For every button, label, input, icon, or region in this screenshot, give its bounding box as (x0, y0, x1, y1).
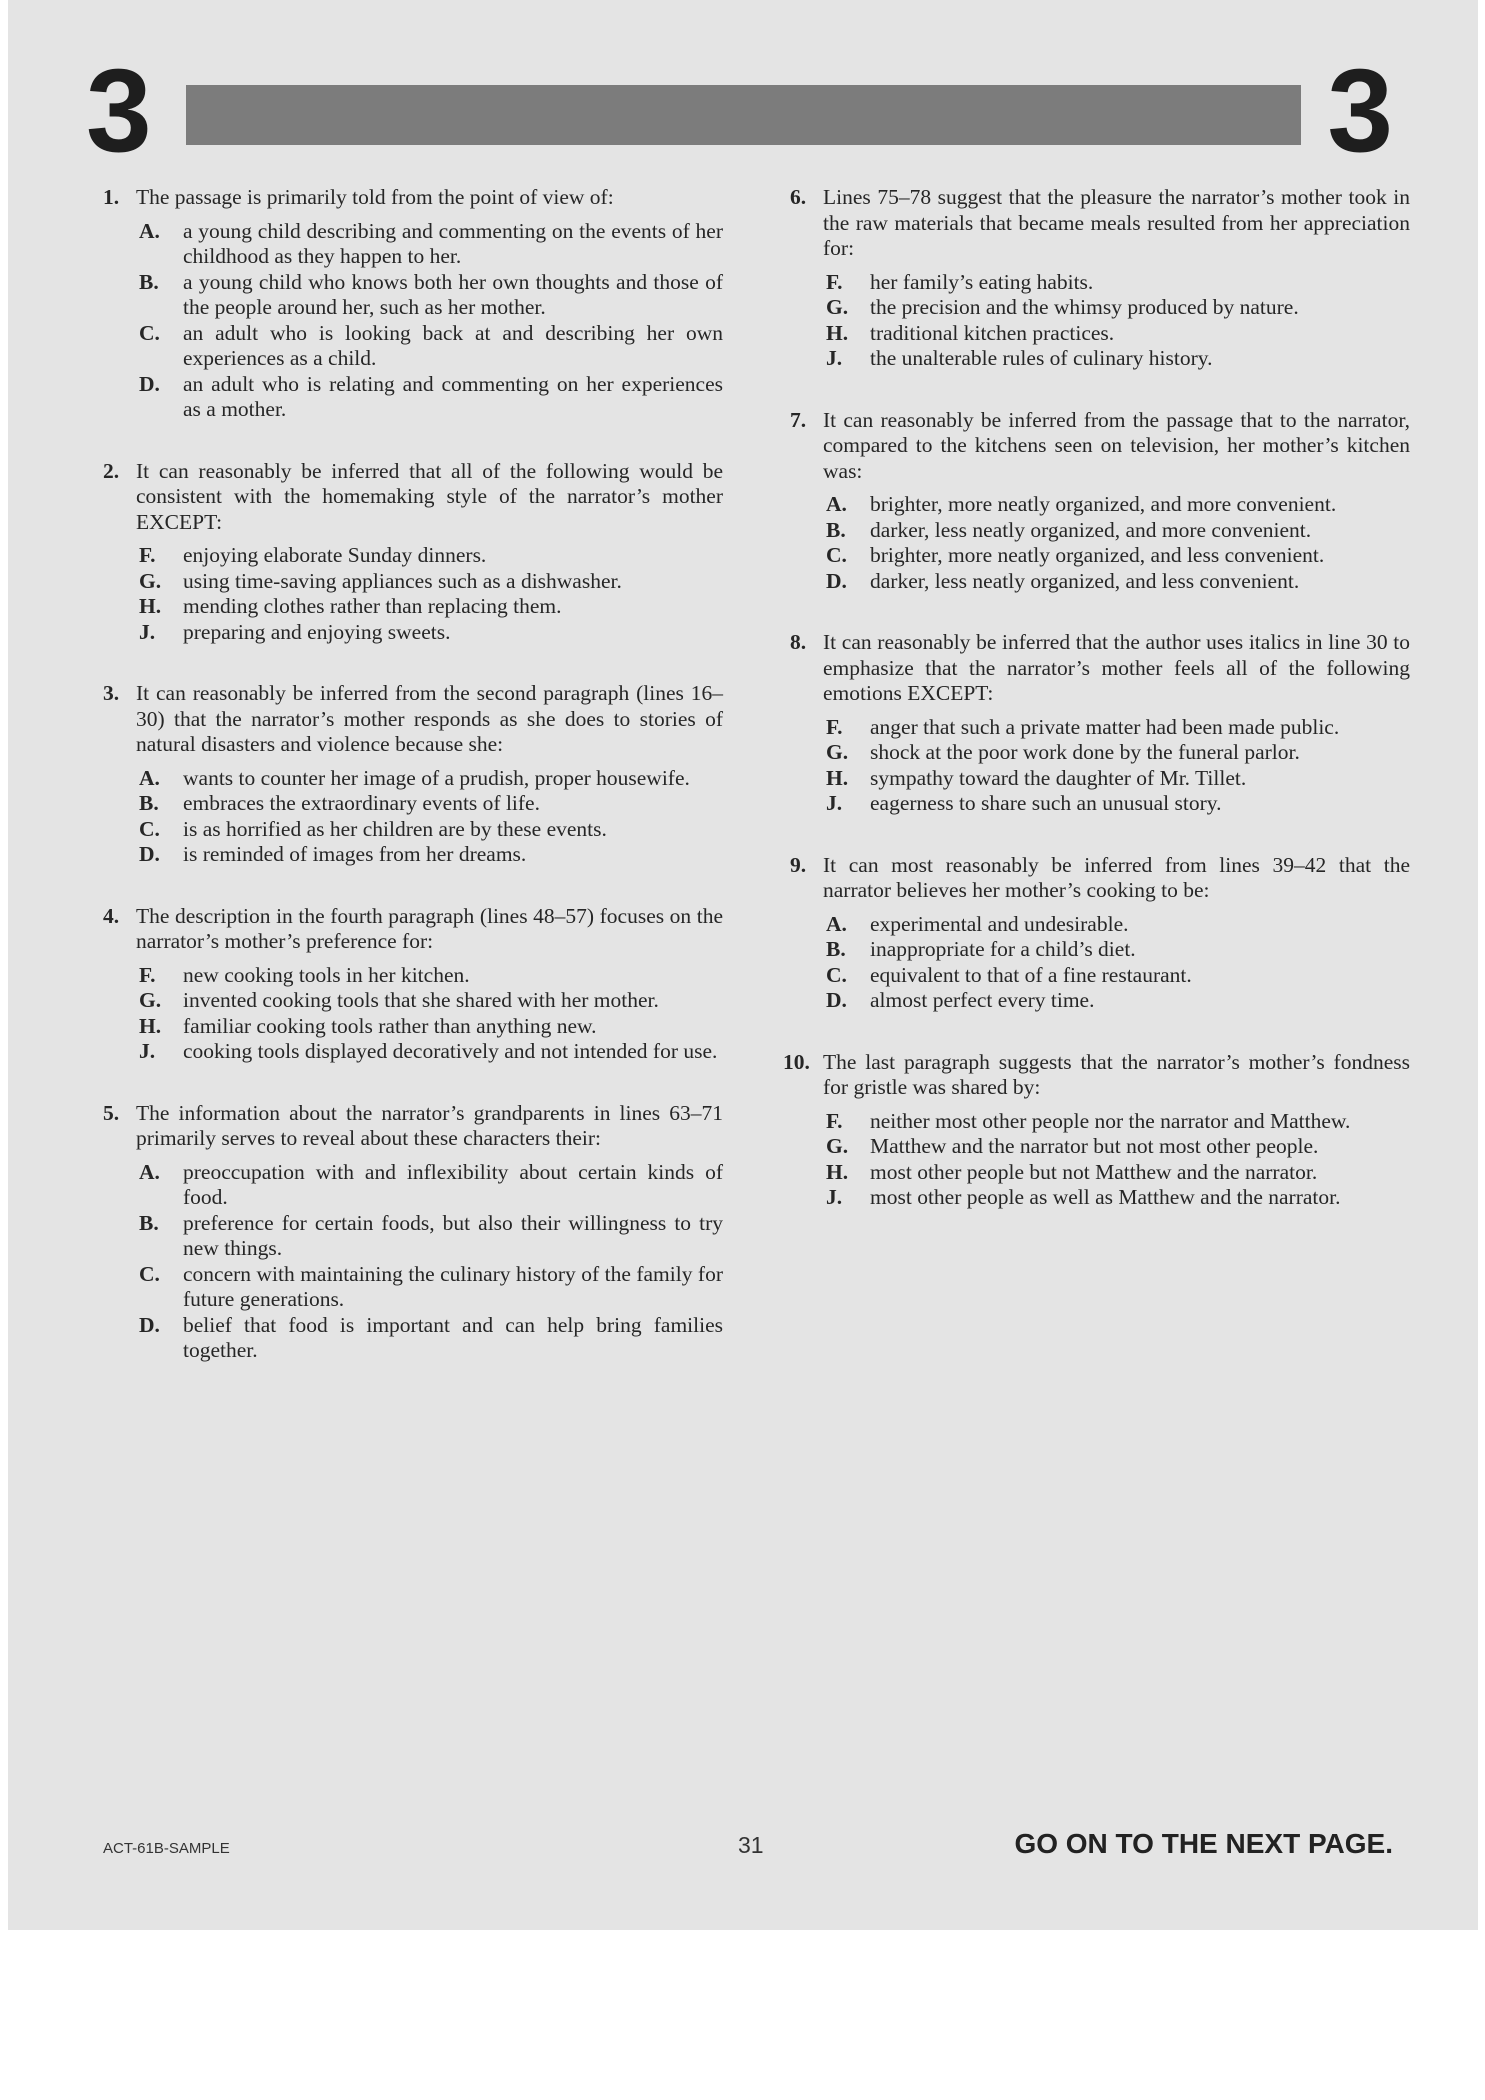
question-item (790, 630, 1410, 817)
question-text: It can reasonably be inferred that all of the following would be consistent with the homemaking style of the narrator’s mother EXCEPT: (136, 458, 723, 534)
option-letter: J. (139, 1039, 156, 1063)
answer-option (139, 791, 723, 817)
option-text: equivalent to that of a fine restaurant. (870, 962, 1192, 987)
test-page (8, 0, 1478, 1930)
answer-option (826, 1185, 1410, 1211)
section-number-left: 3 (86, 45, 152, 177)
option-letter: H. (826, 765, 849, 790)
option-letter: D. (139, 842, 160, 866)
question-item (103, 904, 723, 1065)
option-letter: B. (139, 791, 159, 815)
option-letter: G. (826, 740, 849, 764)
option-letter: C. (826, 962, 847, 987)
option-text: shock at the poor work done by the funeral parlor. (870, 740, 1300, 764)
answer-option (139, 569, 723, 595)
question-text: It can most reasonably be inferred from lines 39–42 that the narrator believes her mother’s cooking to be: (823, 852, 1410, 902)
answer-option (139, 594, 723, 620)
option-text: is as horrified as her children are by these events. (183, 816, 607, 841)
option-text: most other people but not Matthew and the narrator. (870, 1159, 1318, 1184)
option-letter: J. (826, 791, 843, 815)
option-text: eagerness to share such an unusual story. (870, 791, 1222, 815)
option-letter: J. (139, 619, 156, 644)
answer-option (826, 937, 1410, 963)
question-stem (103, 185, 723, 211)
question-stem (790, 408, 1410, 485)
question-stem (103, 1101, 723, 1152)
answer-options (139, 766, 723, 868)
answer-option (139, 842, 723, 868)
option-letter: J. (826, 346, 843, 370)
answer-options (826, 492, 1410, 594)
option-letter: H. (826, 1159, 849, 1184)
option-letter: B. (139, 269, 159, 294)
question-text: It can reasonably be inferred that the author uses italics in line 30 to emphasize that the narrator’s mother feels all of the following emotions EXCEPT: (823, 630, 1410, 705)
option-text: invented cooking tools that she shared with her mother. (183, 988, 659, 1012)
answer-option (826, 766, 1410, 792)
option-letter: B. (826, 517, 846, 542)
page-number: 31 (738, 1832, 764, 1858)
option-text: experimental and undesirable. (870, 911, 1129, 936)
answer-option (826, 963, 1410, 989)
question-number: 10. (783, 1049, 810, 1074)
question-stem (790, 630, 1410, 707)
option-text: belief that food is important and can help bring families together. (183, 1312, 723, 1362)
option-letter: H. (139, 1013, 162, 1038)
option-text: enjoying elaborate Sunday dinners. (183, 543, 487, 567)
option-letter: G. (139, 988, 162, 1012)
question-item (103, 185, 723, 423)
option-text: almost perfect every time. (870, 988, 1095, 1012)
answer-option (826, 346, 1410, 372)
question-item (790, 185, 1410, 372)
question-stem (790, 853, 1410, 904)
answer-option (139, 620, 723, 646)
answer-options (139, 1160, 723, 1364)
option-text: sympathy toward the daughter of Mr. Tillet. (870, 765, 1247, 790)
option-letter: H. (139, 594, 162, 618)
option-letter: F. (826, 1108, 843, 1133)
answer-option (826, 321, 1410, 347)
option-text: an adult who is relating and commenting on her experiences as a mother. (183, 371, 723, 421)
answer-option (139, 963, 723, 989)
question-stem (103, 681, 723, 758)
option-letter: F. (139, 543, 156, 567)
right-question-column (783, 185, 1410, 1247)
option-text: most other people as well as Matthew and the narrator. (870, 1185, 1341, 1209)
option-text: Matthew and the narrator but not most other people. (870, 1134, 1319, 1158)
question-number: 6. (790, 185, 807, 209)
answer-option (139, 219, 723, 270)
option-letter: C. (139, 320, 160, 345)
answer-option (826, 1160, 1410, 1186)
answer-option (826, 1109, 1410, 1135)
option-letter: F. (826, 269, 843, 294)
answer-option (139, 543, 723, 569)
question-stem (790, 185, 1410, 262)
left-question-column (103, 185, 723, 1400)
option-letter: A. (139, 765, 160, 790)
option-letter: D. (139, 1312, 160, 1337)
question-stem (103, 904, 723, 955)
option-text: an adult who is looking back at and describing her own experiences as a child. (183, 320, 723, 370)
answer-option (139, 766, 723, 792)
option-letter: B. (826, 937, 846, 961)
answer-option (826, 740, 1410, 766)
option-letter: A. (826, 911, 847, 936)
option-letter: A. (139, 1159, 160, 1184)
question-stem (783, 1049, 1410, 1101)
question-item (783, 1049, 1410, 1211)
answer-option (826, 569, 1410, 595)
answer-option (139, 321, 723, 372)
option-text: inappropriate for a child’s diet. (870, 937, 1136, 961)
option-text: preoccupation with and inflexibility about certain kinds of food. (183, 1159, 723, 1209)
question-number: 1. (103, 185, 120, 209)
answer-options (826, 715, 1410, 817)
option-text: wants to counter her image of a prudish, proper housewife. (183, 765, 690, 790)
answer-option (826, 715, 1410, 741)
answer-options (139, 963, 723, 1065)
answer-option (139, 1262, 723, 1313)
answer-option (826, 270, 1410, 296)
question-item (103, 459, 723, 646)
option-text: her family’s eating habits. (870, 269, 1094, 294)
option-text: preference for certain foods, but also their willingness to try new things. (183, 1210, 723, 1260)
answer-option (139, 1014, 723, 1040)
question-item (103, 681, 723, 868)
answer-option (826, 912, 1410, 938)
question-text: The last paragraph suggests that the narrator’s mother’s fondness for gristle was shared by: (823, 1049, 1410, 1099)
option-text: anger that such a private matter had been made public. (870, 714, 1340, 739)
option-letter: B. (139, 1210, 159, 1235)
answer-option (139, 817, 723, 843)
option-letter: D. (826, 988, 847, 1012)
answer-option (826, 988, 1410, 1014)
question-text: The information about the narrator’s grandparents in lines 63–71 primarily serves to reveal about these characters their: (136, 1100, 723, 1150)
option-letter: D. (139, 371, 160, 396)
option-text: preparing and enjoying sweets. (183, 619, 451, 644)
answer-option (139, 372, 723, 423)
question-stem (103, 459, 723, 536)
option-letter: F. (139, 962, 156, 987)
question-item (790, 408, 1410, 595)
answer-option (139, 1160, 723, 1211)
answer-option (826, 791, 1410, 817)
answer-options (139, 219, 723, 423)
option-text: the precision and the whimsy produced by nature. (870, 295, 1299, 319)
option-text: embraces the extraordinary events of life. (183, 791, 540, 815)
option-text: a young child describing and commenting on the events of her childhood as they happen to her. (183, 218, 723, 268)
footer-form-code: ACT-61B-SAMPLE (103, 1840, 230, 1857)
question-number: 2. (103, 458, 120, 483)
option-text: is reminded of images from her dreams. (183, 842, 527, 866)
option-letter: G. (139, 568, 162, 593)
question-number: 3. (103, 681, 120, 705)
option-text: a young child who knows both her own thoughts and those of the people around her, such as her mother. (183, 269, 723, 319)
question-text: It can reasonably be inferred from the second paragraph (lines 16–30) that the narrator’s mother responds as she does to stories of natural disasters and violence because she: (136, 681, 723, 756)
section-banner (186, 85, 1301, 145)
option-letter: H. (826, 320, 849, 345)
option-text: using time-saving appliances such as a dishwasher. (183, 568, 622, 593)
answer-option (139, 270, 723, 321)
option-letter: G. (826, 1134, 849, 1158)
option-text: brighter, more neatly organized, and less convenient. (870, 543, 1325, 567)
option-letter: F. (826, 714, 843, 739)
answer-options (826, 912, 1410, 1014)
section-number-right: 3 (1327, 45, 1393, 177)
question-number: 4. (103, 903, 120, 928)
option-text: familiar cooking tools rather than anything new. (183, 1013, 597, 1038)
option-text: traditional kitchen practices. (870, 320, 1115, 345)
go-on-instruction: GO ON TO THE NEXT PAGE. (1014, 1828, 1393, 1859)
option-text: mending clothes rather than replacing them. (183, 594, 562, 618)
option-letter: J. (826, 1185, 843, 1209)
option-letter: A. (826, 492, 847, 516)
option-letter: G. (826, 295, 849, 319)
option-text: brighter, more neatly organized, and more convenient. (870, 492, 1337, 516)
answer-option (826, 543, 1410, 569)
answer-options (826, 1109, 1410, 1211)
question-number: 8. (790, 630, 807, 654)
question-text: It can reasonably be inferred from the passage that to the narrator, compared to the kitchens seen on television, her mother’s kitchen was: (823, 407, 1410, 483)
option-text: cooking tools displayed decoratively and not intended for use. (183, 1039, 718, 1063)
answer-option (139, 1211, 723, 1262)
question-number: 5. (103, 1100, 120, 1125)
question-item (103, 1101, 723, 1364)
option-letter: C. (826, 543, 847, 567)
option-letter: C. (139, 816, 160, 841)
option-text: darker, less neatly organized, and less convenient. (870, 568, 1300, 593)
question-text: The description in the fourth paragraph (lines 48–57) focuses on the narrator’s mother’s preference for: (136, 903, 723, 953)
question-item (790, 853, 1410, 1014)
answer-option (139, 1313, 723, 1364)
option-letter: D. (826, 568, 847, 593)
question-number: 9. (790, 852, 807, 877)
answer-option (826, 1134, 1410, 1160)
answer-option (139, 988, 723, 1014)
answer-option (139, 1039, 723, 1065)
option-letter: C. (139, 1261, 160, 1286)
option-text: neither most other people nor the narrator and Matthew. (870, 1108, 1351, 1133)
answer-option (826, 518, 1410, 544)
question-text: Lines 75–78 suggest that the pleasure the narrator’s mother took in the raw materials that became meals resulted from her appreciation for: (823, 185, 1410, 260)
answer-options (139, 543, 723, 645)
option-text: the unalterable rules of culinary history. (870, 346, 1213, 370)
question-text: The passage is primarily told from the point of view of: (136, 185, 614, 209)
answer-options (826, 270, 1410, 372)
option-text: darker, less neatly organized, and more convenient. (870, 517, 1312, 542)
option-text: new cooking tools in her kitchen. (183, 962, 470, 987)
answer-option (826, 492, 1410, 518)
option-letter: A. (139, 218, 160, 243)
answer-option (826, 295, 1410, 321)
question-number: 7. (790, 407, 807, 432)
option-text: concern with maintaining the culinary history of the family for future generations. (183, 1261, 723, 1311)
